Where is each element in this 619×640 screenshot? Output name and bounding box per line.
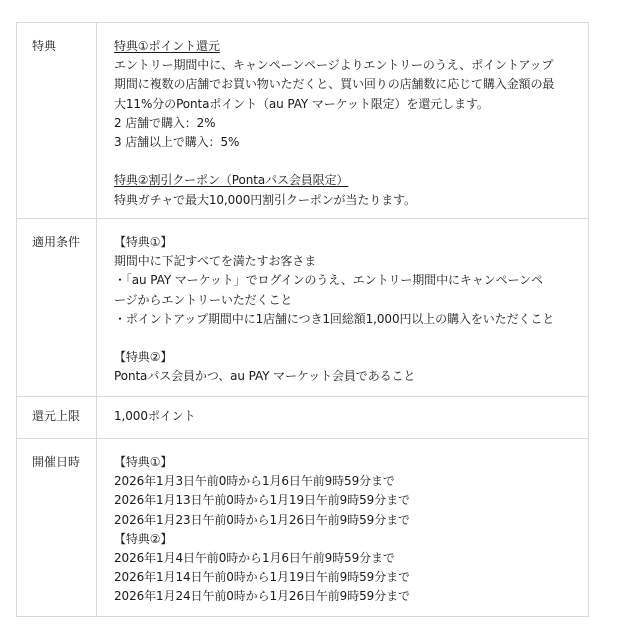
- benefit-1-rate: 3 店舗以上で購入：5%: [114, 135, 240, 150]
- schedule-period: 2026年1月13日午前0時から1月19日午前9時59分まで: [114, 493, 410, 508]
- benefit-1-text: 大11%分のPontaポイント（au PAY マーケット限定）を還元します。: [114, 96, 489, 111]
- condition-text: Pontaパス会員かつ、au PAY マーケット会員であること: [114, 369, 416, 384]
- schedule-period: 2026年1月14日午前0時から1月19日午前9時59分まで: [114, 570, 410, 585]
- table-row-conditions: [17, 219, 589, 397]
- schedule-period: 2026年1月23日午前0時から1月26日午前9時59分まで: [114, 512, 410, 527]
- row-label-cell: [17, 23, 97, 219]
- condition-text: ージからエントリーいただくこと: [114, 292, 293, 307]
- benefit-1-rate: 2 店舗で購入：2%: [114, 115, 216, 130]
- condition-text: ・「au PAY マーケット」でログインのうえ、エントリー期間中にキャンペーンペ: [114, 273, 543, 288]
- condition-heading-2: 【特典②】: [114, 350, 173, 365]
- campaign-details-table: [16, 22, 589, 617]
- spacer: [114, 152, 584, 171]
- schedule-heading-1: 【特典①】: [114, 455, 173, 469]
- benefit-1-text: エントリー期間中に、キャンペーンページよりエントリーのうえ、ポイントアップ: [114, 58, 554, 73]
- benefit-1-heading: 特典①ポイント還元: [114, 39, 220, 53]
- schedule-period: 2026年1月3日午前0時から1月6日午前9時59分まで: [114, 474, 395, 489]
- row-label-limit: 還元上限: [32, 409, 81, 423]
- condition-text: ・ポイントアップ期間中に1店舗につき1回総額1,000円以上の購入をいただくこと: [114, 311, 555, 326]
- row-value-cell: [97, 219, 589, 397]
- row-label-cell: [17, 219, 97, 397]
- row-label-cell: [17, 397, 97, 439]
- benefit-2-text: 特典ガチャで最大10,000円割引クーポンが当たります。: [114, 192, 416, 207]
- row-label-benefits: 特典: [32, 39, 57, 53]
- row-value-cell: [97, 439, 589, 617]
- benefit-2-heading: 特典②割引クーポン（Pontaパス会員限定）: [114, 173, 349, 188]
- row-label-conditions: 適用条件: [32, 235, 81, 249]
- limit-value: 1,000ポイント: [114, 409, 196, 423]
- condition-heading-1: 【特典①】: [114, 235, 173, 249]
- schedule-period: 2026年1月24日午前0時から1月26日午前9時59分まで: [114, 589, 410, 604]
- benefit-1-text: 期間に複数の店舗でお買い物いただくと、買い回りの店舗数に応じて購入金額の最: [114, 77, 555, 92]
- spacer: [114, 329, 584, 348]
- schedule-heading-2: 【特典②】: [114, 531, 173, 546]
- table-row-schedule: [17, 439, 589, 617]
- row-label-cell: [17, 439, 97, 617]
- table-row-benefits: [17, 23, 589, 219]
- table-row-limit: [17, 397, 589, 439]
- condition-text: 期間中に下記すべてを満たすお客さま: [114, 254, 317, 269]
- row-label-schedule: 開催日時: [32, 455, 81, 469]
- row-value-cell: [97, 397, 589, 439]
- row-value-cell: [97, 23, 589, 219]
- schedule-period: 2026年1月4日午前0時から1月6日午前9時59分まで: [114, 551, 395, 566]
